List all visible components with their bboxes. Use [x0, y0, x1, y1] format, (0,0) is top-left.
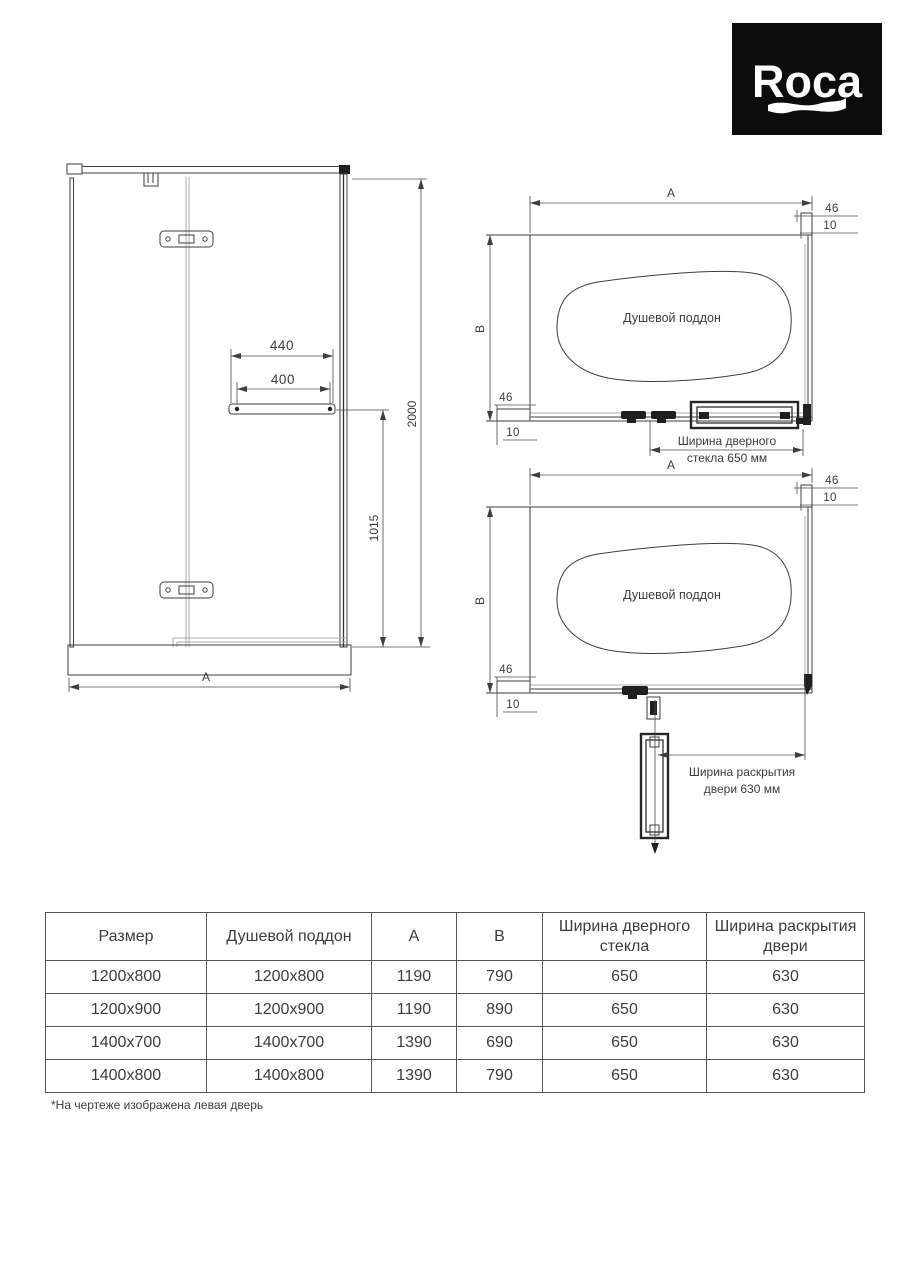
table-cell: 630	[707, 994, 865, 1027]
table-cell: 790	[457, 1060, 543, 1093]
dim-a-plan2-label: A	[666, 458, 676, 472]
table-cell: 630	[707, 1060, 865, 1093]
dim-a-plan1-label: A	[666, 186, 676, 200]
table-cell: 1390	[372, 1027, 457, 1060]
dim-10-bl-plan1-label: 10	[506, 427, 520, 439]
header-b: B	[457, 913, 543, 961]
table-cell: 1390	[372, 1060, 457, 1093]
dim-10-tr-plan2-label: 10	[823, 492, 837, 504]
dim-46-tr-plan1-label: 46	[825, 203, 839, 215]
table-row	[46, 994, 865, 1027]
dim-a-front-label: A	[201, 670, 211, 684]
footnote: *На чертеже изображена левая дверь	[51, 1098, 264, 1112]
dim-46-bl-plan1-label: 46	[499, 392, 513, 404]
table-cell: 690	[457, 1027, 543, 1060]
header-glass-width: Ширина дверного стекла	[543, 913, 707, 961]
header-tray: Душевой поддон	[207, 913, 372, 961]
table-cell: 890	[457, 994, 543, 1027]
table-cell: 1190	[372, 961, 457, 994]
table-cell: 1200x900	[207, 994, 372, 1027]
opening-width-label-line2: двери 630 мм	[703, 782, 781, 796]
table-row	[46, 1027, 865, 1060]
top-view-door-open	[473, 458, 858, 854]
table-cell: 1200x900	[46, 994, 207, 1027]
dim-440-label: 440	[269, 338, 295, 353]
dim-400-label: 400	[270, 372, 296, 387]
table-cell: 650	[543, 1027, 707, 1060]
table-row	[46, 1060, 865, 1093]
table-cell: 650	[543, 994, 707, 1027]
table-cell: 1400x800	[207, 1060, 372, 1093]
header-opening-width: Ширина раскрытия двери	[707, 913, 865, 961]
table-cell: 1190	[372, 994, 457, 1027]
table-cell: 1400x800	[46, 1060, 207, 1093]
dim-46-tr-plan2-label: 46	[825, 475, 839, 487]
table-header-row	[46, 913, 865, 961]
dim-b-plan2-label: B	[473, 596, 487, 606]
table-cell: 1400x700	[46, 1027, 207, 1060]
dim-10-bl-plan2-label: 10	[506, 699, 520, 711]
table-cell: 630	[707, 1027, 865, 1060]
header-a: A	[372, 913, 457, 961]
top-view-door-closed	[473, 186, 858, 465]
table-row	[46, 961, 865, 994]
dim-b-plan1-label: B	[473, 324, 487, 334]
dim-2000-label: 2000	[405, 400, 419, 428]
table-cell: 1200x800	[46, 961, 207, 994]
front-view	[67, 164, 430, 692]
table-cell: 650	[543, 1060, 707, 1093]
table-cell: 650	[543, 961, 707, 994]
opening-width-label-line1: Ширина раскрытия	[688, 765, 796, 779]
table-cell: 630	[707, 961, 865, 994]
logo-wordmark: Roca	[751, 56, 863, 107]
dimensions-table	[45, 912, 865, 1093]
table-cell: 1200x800	[207, 961, 372, 994]
glass-width-label-line1: Ширина дверного	[677, 434, 777, 448]
tray-label-plan1: Душевой поддон	[623, 311, 721, 325]
table-cell: 790	[457, 961, 543, 994]
glass-width-label-line2: стекла 650 мм	[686, 451, 768, 465]
header-size: Размер	[46, 913, 207, 961]
dim-46-bl-plan2-label: 46	[499, 664, 513, 676]
dim-1015-label: 1015	[367, 514, 381, 542]
table-cell: 1400x700	[207, 1027, 372, 1060]
tray-label-plan2: Душевой поддон	[623, 588, 721, 602]
dim-10-tr-plan1-label: 10	[823, 220, 837, 232]
